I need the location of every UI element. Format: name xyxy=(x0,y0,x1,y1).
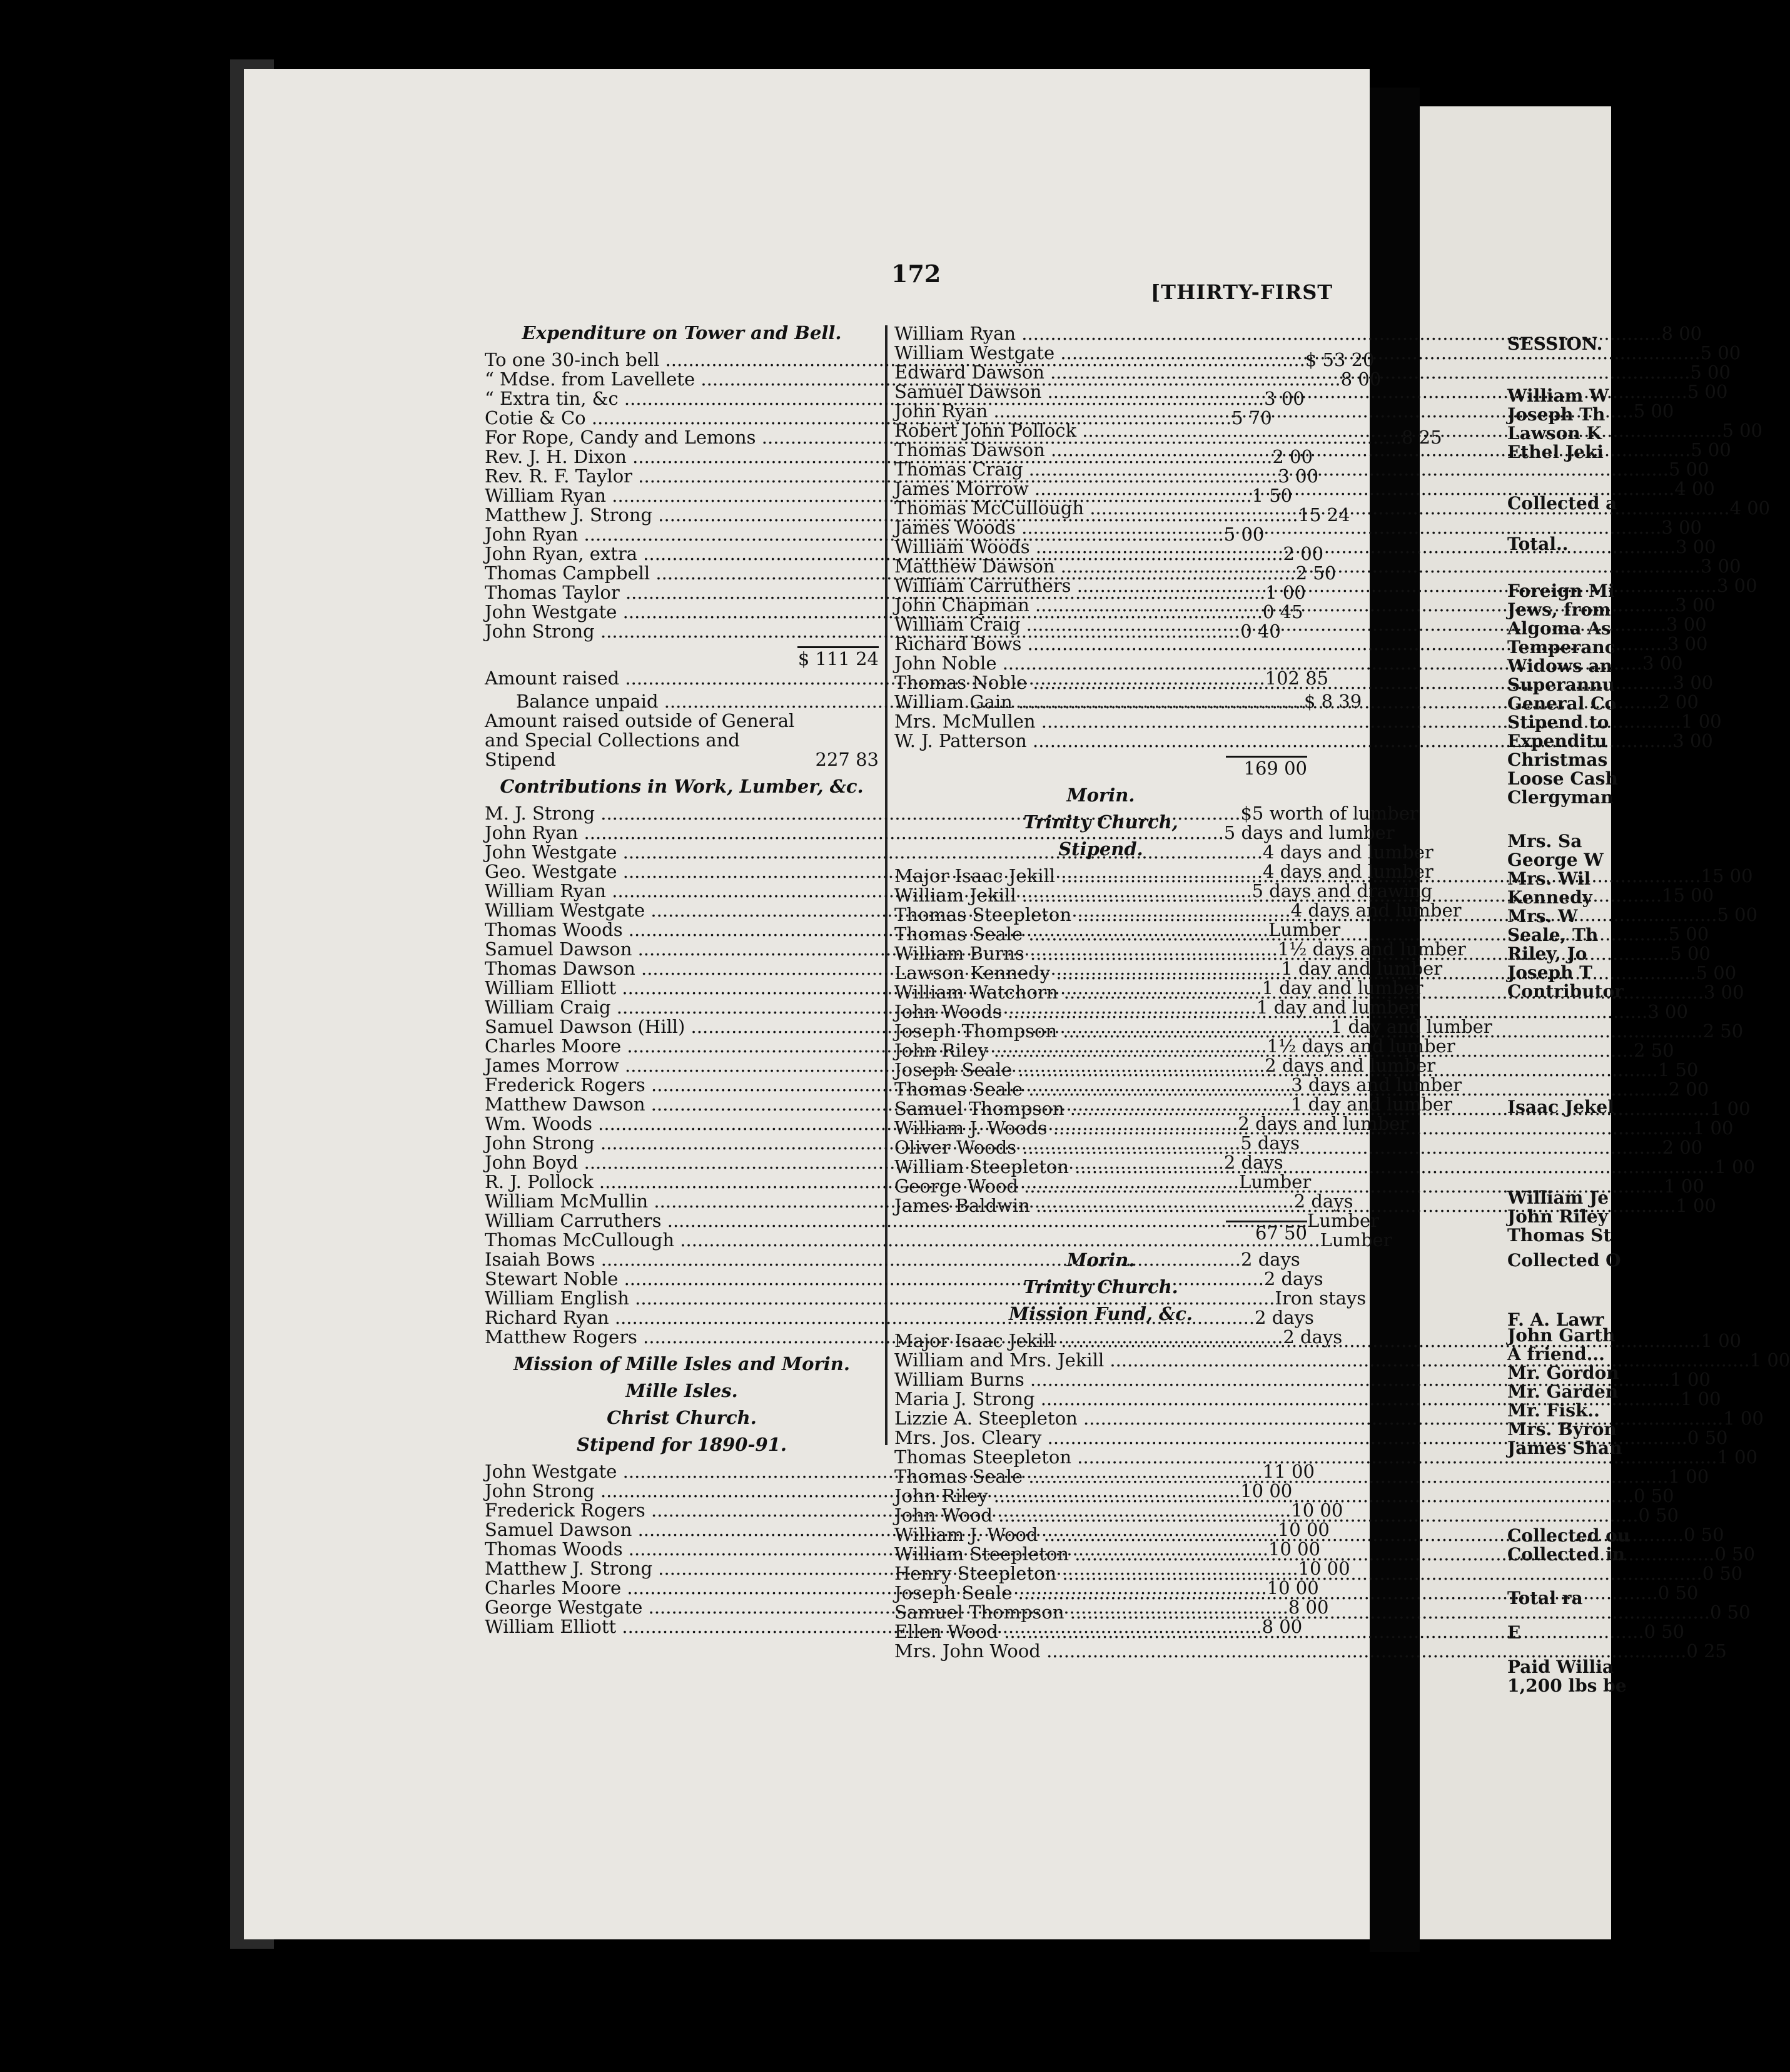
entry-amount: 4 days and lumber xyxy=(1290,900,1462,921)
entry-name: Samuel Thompson ..... xyxy=(894,1603,1710,1622)
entry-amount: 3 00 xyxy=(1704,982,1744,1003)
entry-amount: 10 00 xyxy=(1240,1480,1293,1501)
entry-name: Thomas Noble ..... xyxy=(894,673,1673,693)
entry-amount: 2 days xyxy=(1255,1307,1314,1328)
entry-name: William Craig ..... xyxy=(894,615,1666,634)
entry-amount: 3 00 xyxy=(1676,536,1716,557)
entry-name: Charles Moore ..... xyxy=(485,1578,1267,1598)
entry-amount: 1 00 xyxy=(1701,1330,1742,1351)
entry-name: John Riley ..... xyxy=(894,1486,1634,1506)
facing-line: 1,200 lbs be xyxy=(1507,1675,1627,1696)
entry-name: “ Extra tin, &c ..... xyxy=(485,389,1264,409)
entry-name: James Baldwin ..... xyxy=(894,1196,1676,1216)
entry-name: John Noble ..... xyxy=(894,654,1642,673)
entry-name: William Steepleton ..... xyxy=(894,1545,1715,1564)
entry-amount: 3 00 xyxy=(1661,517,1702,538)
facing-line: Ethel Jeki xyxy=(1507,442,1604,462)
entry-name: William Watchorn ..... xyxy=(894,983,1704,1002)
entry-amount: 5 00 xyxy=(1670,943,1711,964)
entry-amount: $5 worth of lumber xyxy=(1240,803,1418,824)
facing-line: William W xyxy=(1507,385,1609,406)
amount-raised-value: 102 85 xyxy=(1265,668,1329,689)
entry-amount: 1 50 xyxy=(1251,485,1293,506)
entry-amount: 15 00 xyxy=(1662,885,1714,906)
entry-name: John Boyd ..... xyxy=(485,1153,1224,1172)
facing-line: Collected in xyxy=(1507,1544,1626,1565)
entry-name: Cotie & Co ..... xyxy=(485,409,1231,428)
stipend-heading: Stipend for 1890-91. xyxy=(577,1434,787,1455)
christ-heading: Christ Church. xyxy=(607,1407,757,1428)
entry-amount: 0 25 xyxy=(1686,1640,1727,1662)
entry-amount: 1 50 xyxy=(1657,1059,1699,1080)
fund-heading: Mission Fund, &c. xyxy=(1009,1303,1193,1324)
facing-line: Collected O xyxy=(1507,1250,1621,1271)
entry-amount: 2 days and lumber xyxy=(1265,1055,1436,1076)
entry-name: W. J. Patterson ..... xyxy=(894,731,1672,751)
entry-name: Lizzie A. Steepleton ..... xyxy=(894,1409,1723,1428)
entry-amount: Lumber xyxy=(1307,1210,1380,1231)
list-item xyxy=(894,1137,1703,1158)
entry-name: Joseph Seale ..... xyxy=(894,1060,1658,1080)
entry-amount: 3 00 xyxy=(1666,614,1707,635)
entry-name: William and Mrs. Jekill ..... xyxy=(894,1351,1750,1370)
facing-line: Riley, Jo xyxy=(1507,943,1587,964)
entry-name: John Strong ..... xyxy=(485,622,1240,641)
balance-label: Balance unpaid ..... xyxy=(485,692,1304,711)
outside-row xyxy=(485,711,879,769)
entry-name: Joseph Thompson ..... xyxy=(894,1022,1703,1041)
facing-line: Clergyman xyxy=(1507,787,1614,808)
entry-amount: 2 days xyxy=(1283,1326,1343,1348)
entry-amount: 5 00 xyxy=(1717,904,1758,925)
entry-amount: 3 days and lumber xyxy=(1291,1074,1462,1095)
entry-amount: 1 00 xyxy=(1710,1098,1751,1119)
entry-name: Thomas Taylor ..... xyxy=(485,583,1265,602)
entry-name: George Westgate ..... xyxy=(485,1598,1288,1617)
facing-line: Total ra xyxy=(1507,1588,1583,1608)
entry-amount: 3 00 xyxy=(1647,1001,1688,1022)
entry-amount: 3 00 xyxy=(1672,730,1713,751)
entry-amount: $ 53 20 xyxy=(1305,349,1375,370)
tower-total: $ 111 24 xyxy=(797,646,879,669)
entry-amount: 1 00 xyxy=(1676,1195,1716,1216)
entry-name: Charles Moore ..... xyxy=(485,1037,1267,1056)
facing-line: Christmas xyxy=(1507,749,1608,770)
entry-amount: 5 00 xyxy=(1223,524,1265,545)
entry-name: Frederick Rogers ..... xyxy=(485,1075,1291,1095)
entry-amount: 2 00 xyxy=(1272,446,1313,467)
entry-amount: 5 00 xyxy=(1669,459,1709,480)
entry-amount: 1 day and lumber xyxy=(1257,997,1418,1018)
entry-name: Mrs. John Wood ..... xyxy=(894,1642,1686,1661)
entry-amount: 2 00 xyxy=(1668,1079,1709,1100)
facing-line: Stipend to xyxy=(1507,712,1609,733)
entry-amount: 0 50 xyxy=(1657,1582,1699,1603)
entry-name: Matthew J. Strong ..... xyxy=(485,1559,1298,1578)
entry-amount: 5 00 xyxy=(1696,962,1737,983)
entry-name: William Woods ..... xyxy=(894,537,1676,557)
entry-amount: 4 00 xyxy=(1674,478,1715,499)
entry-name: Henry Steepleton ..... xyxy=(894,1564,1702,1583)
entry-name: For Rope, Candy and Lemons ..... xyxy=(485,428,1402,447)
entry-name: William Jekill ..... xyxy=(894,886,1662,905)
entry-name: Thomas Campbell ..... xyxy=(485,564,1296,583)
entry-name: Thomas Steepleton ..... xyxy=(894,905,1717,925)
entry-name: Samuel Dawson ..... xyxy=(894,382,1687,402)
facing-line: Superannu xyxy=(1507,674,1615,695)
entry-amount: 1 day and lumber xyxy=(1262,977,1423,998)
facing-line: F. A. Lawr xyxy=(1507,1309,1604,1330)
entry-amount: 2 days and lumber xyxy=(1238,1113,1409,1134)
entry-amount: 15 00 xyxy=(1701,865,1753,886)
entry-amount: 0 50 xyxy=(1714,1543,1756,1565)
facing-line: Joseph T xyxy=(1507,962,1593,983)
entry-name: William Elliott ..... xyxy=(485,1617,1262,1637)
entry-name: John Westgate ..... xyxy=(485,843,1263,862)
mission-heading: Mission of Mille Isles and Morin. xyxy=(513,1353,850,1374)
entry-amount: 0 50 xyxy=(1644,1621,1685,1642)
entry-name: Maria J. Strong ..... xyxy=(894,1389,1681,1409)
entry-amount: 3 00 xyxy=(1642,653,1683,674)
entry-name: James Woods ..... xyxy=(894,518,1661,537)
cont-total: 169 00 xyxy=(1226,756,1307,778)
entry-name: John Strong ..... xyxy=(485,1134,1240,1153)
list-item xyxy=(894,1176,1704,1197)
entry-name: Matthew J. Strong ..... xyxy=(485,505,1298,525)
facing-line: Contributor xyxy=(1507,981,1624,1002)
entry-amount: 5 70 xyxy=(1231,407,1272,429)
entry-amount: Lumber xyxy=(1320,1229,1392,1251)
facing-line: Isaac Jekel xyxy=(1507,1097,1614,1117)
entry-amount: 1 day and lumber xyxy=(1281,958,1443,979)
facing-line: Jews, from xyxy=(1507,599,1611,620)
entry-amount: 1 00 xyxy=(1664,1176,1704,1197)
entry-name: Samuel Dawson ..... xyxy=(485,1520,1278,1540)
entry-amount: 3 00 xyxy=(1675,594,1716,616)
entry-name: Matthew Dawson ..... xyxy=(894,557,1701,576)
entry-amount: 4 00 xyxy=(1729,497,1771,519)
entry-name: John Ryan, extra ..... xyxy=(485,544,1283,564)
entry-amount: 3 00 xyxy=(1672,672,1714,693)
list-item xyxy=(894,517,1702,538)
facing-line: Paid Willia xyxy=(1507,1657,1614,1677)
entry-name: Richard Bows ..... xyxy=(894,634,1667,654)
entry-amount: 0 50 xyxy=(1638,1505,1679,1526)
entry-amount: 2 days xyxy=(1263,1268,1323,1289)
entry-name: Lawson Kennedy ..... xyxy=(894,963,1696,983)
mille-heading: Mille Isles. xyxy=(625,1380,738,1401)
entry-name: Thomas Seale ..... xyxy=(894,1080,1669,1099)
entry-name: William Carruthers ..... xyxy=(894,576,1717,596)
entry-name: Thomas Seale ..... xyxy=(894,925,1669,944)
facing-line: Mr. Garden xyxy=(1507,1381,1619,1402)
entry-name: Joseph Seale ..... xyxy=(894,1583,1658,1603)
entry-amount: 5 00 xyxy=(1691,439,1731,460)
entry-amount: 3 00 xyxy=(1278,465,1319,487)
entry-name: William Burns ..... xyxy=(894,944,1670,963)
entry-name: Thomas Woods ..... xyxy=(485,920,1268,940)
entry-name: William Ryan ..... xyxy=(485,486,1252,505)
work-heading: Contributions in Work, Lumber, &c. xyxy=(500,776,864,797)
entry-name: John Riley ..... xyxy=(894,1041,1634,1060)
entry-amount: 5 00 xyxy=(1633,400,1674,422)
entry-amount: 0 40 xyxy=(1240,621,1281,642)
entry-name: Thomas McCullough ..... xyxy=(894,499,1730,518)
facing-line: Algoma As xyxy=(1507,618,1611,639)
entry-name: John Ryan ..... xyxy=(485,525,1224,544)
entry-name: William Elliott ..... xyxy=(485,978,1262,998)
entry-name: William J. Woods ..... xyxy=(894,1119,1693,1138)
entry-name: William Carruthers ..... xyxy=(485,1211,1307,1231)
entry-name: Samuel Thompson ..... xyxy=(894,1099,1710,1119)
outside-label: Amount raised outside of General and Special Collections and Stipend xyxy=(485,710,795,770)
facing-line: William Je xyxy=(1507,1187,1609,1208)
list-item xyxy=(894,478,1715,499)
facing-line: John Riley xyxy=(1507,1206,1609,1227)
entry-amount: 1½ days and lumber xyxy=(1267,1035,1455,1057)
entry-amount: 1 00 xyxy=(1714,1156,1756,1177)
entry-amount: 2 00 xyxy=(1658,691,1699,713)
entry-name: Mrs. McMullen ..... xyxy=(894,712,1681,731)
entry-amount: 15 24 xyxy=(1298,504,1350,526)
entry-amount: 3 00 xyxy=(1264,388,1305,409)
entry-amount: 1 00 xyxy=(1680,1388,1721,1409)
facing-line: Mr. Fisk.. xyxy=(1507,1400,1600,1421)
entry-name: Edward Dawson ..... xyxy=(894,363,1690,382)
entry-amount: 0 45 xyxy=(1262,601,1303,622)
entry-amount: 11 00 xyxy=(1262,1461,1315,1482)
entry-name: Matthew Rogers ..... xyxy=(485,1328,1283,1347)
entry-name: John Wood ..... xyxy=(894,1506,1638,1525)
entry-name: Thomas Dawson ..... xyxy=(485,959,1281,978)
entry-name: John Westgate ..... xyxy=(485,602,1263,622)
entry-amount: 2 00 xyxy=(1283,543,1324,564)
entry-amount: 10 00 xyxy=(1291,1500,1343,1521)
entry-name: James Morrow ..... xyxy=(485,1056,1265,1075)
entry-amount: 1 00 xyxy=(1692,1117,1734,1139)
entry-amount: 2 50 xyxy=(1295,562,1337,584)
entry-amount: 1 00 xyxy=(1717,1446,1758,1468)
morin-heading: Morin. xyxy=(1066,785,1135,806)
facing-line: Mrs. Wil xyxy=(1507,868,1591,889)
entry-name: Frederick Rogers ..... xyxy=(485,1501,1291,1520)
entry-name: William Gain ..... xyxy=(894,693,1658,712)
facing-line: General Co xyxy=(1507,693,1617,714)
entry-name: John Ryan ..... xyxy=(485,823,1224,843)
entry-name: James Morrow ..... xyxy=(894,479,1674,499)
entry-name: “ Mdse. from Lavellete ..... xyxy=(485,370,1341,389)
entry-name: George Wood ..... xyxy=(894,1177,1664,1196)
entry-amount: Iron stays xyxy=(1275,1287,1367,1309)
entry-name: William Steepleton ..... xyxy=(894,1157,1715,1177)
entry-amount: 1 00 xyxy=(1681,711,1722,732)
entry-amount: 1 day and lumber xyxy=(1291,1094,1452,1115)
entry-amount: 5 days and lumber xyxy=(1223,822,1395,843)
entry-name: Thomas Dawson ..... xyxy=(894,440,1691,460)
entry-name: Wm. Woods ..... xyxy=(485,1114,1238,1134)
entry-amount: 10 00 xyxy=(1268,1538,1321,1560)
entry-name: Thomas Woods ..... xyxy=(485,1540,1268,1559)
facing-line: Seale, Th xyxy=(1507,925,1599,945)
entry-name: William Westgate ..... xyxy=(485,901,1291,920)
entry-amount: 2 days xyxy=(1241,1249,1300,1270)
entry-amount: 3 00 xyxy=(1716,575,1757,596)
list-item xyxy=(894,1640,1727,1662)
facing-line: Collected ou xyxy=(1507,1525,1631,1546)
entry-amount: Lumber xyxy=(1268,919,1341,940)
list-item xyxy=(894,1485,1674,1506)
outside-value: 227 83 xyxy=(815,749,879,770)
entry-amount: 4 days and lumber xyxy=(1262,861,1434,882)
list-item xyxy=(894,1156,1756,1177)
entry-name: Geo. Westgate ..... xyxy=(485,862,1263,881)
entry-amount: 8 25 xyxy=(1402,427,1442,448)
entry-amount: 0 50 xyxy=(1634,1485,1674,1506)
entry-amount: 1 00 xyxy=(1668,1466,1709,1487)
entry-name: William Ryan ..... xyxy=(485,881,1252,901)
entry-amount: 5 00 xyxy=(1722,420,1763,441)
entry-amount: 2 00 xyxy=(1662,1137,1703,1158)
entry-name: Ellen Wood ..... xyxy=(894,1622,1644,1642)
trinity-heading: Trinity Church, xyxy=(1023,811,1178,833)
entry-name: John Strong ..... xyxy=(485,1481,1240,1501)
entry-amount: 0 50 xyxy=(1710,1602,1751,1623)
entry-name: R. J. Pollock ..... xyxy=(485,1172,1239,1192)
facing-line: Mr. Gordon xyxy=(1507,1363,1619,1383)
entry-name: Major Isaac Jekill ..... xyxy=(894,866,1701,886)
entry-name: William McMullin ..... xyxy=(485,1192,1294,1211)
page-number: 172 xyxy=(891,260,941,288)
facing-line: Mrs. Byron xyxy=(1507,1419,1617,1440)
entry-name: Oliver Woods ..... xyxy=(894,1138,1662,1157)
entry-amount: 3 00 xyxy=(1667,633,1708,654)
entry-amount: 1½ days and lumber xyxy=(1277,938,1466,960)
trinity2-heading: Trinity Church. xyxy=(1023,1276,1178,1298)
running-head: [THIRTY-FIRST xyxy=(1151,280,1333,304)
list-item xyxy=(894,1621,1685,1642)
entry-name: William English ..... xyxy=(485,1289,1275,1308)
morin-total: 67 50 xyxy=(1226,1221,1307,1243)
entry-name: Stewart Noble ..... xyxy=(485,1269,1264,1289)
facing-line: Kennedy xyxy=(1507,887,1592,908)
entry-name: William J. Wood ..... xyxy=(894,1525,1684,1545)
entry-name: To one 30-inch bell ..... xyxy=(485,350,1305,370)
entry-amount: 10 00 xyxy=(1277,1519,1330,1540)
facing-line: Collected a xyxy=(1507,493,1617,514)
entry-amount: 0 50 xyxy=(1702,1563,1743,1584)
entry-name: William Craig ..... xyxy=(485,998,1257,1017)
list-item xyxy=(894,1466,1709,1487)
entry-name: Rev. R. F. Taylor ..... xyxy=(485,467,1278,486)
entry-name: M. J. Strong ..... xyxy=(485,804,1240,823)
entry-amount: Lumber xyxy=(1239,1171,1312,1192)
facing-line: Mrs. W xyxy=(1507,906,1578,927)
entry-name: Thomas McCullough ..... xyxy=(485,1231,1320,1250)
entry-amount: 8 00 xyxy=(1288,1597,1329,1618)
facing-line: Expenditu xyxy=(1507,731,1607,751)
entry-name: Thomas Steepleton ..... xyxy=(894,1448,1717,1467)
entry-amount: 4 days and lumber xyxy=(1262,841,1434,863)
facing-line: Total.. xyxy=(1507,534,1569,554)
entry-name: Thomas Seale ..... xyxy=(894,1467,1669,1486)
entry-amount: 1 00 xyxy=(1723,1408,1764,1429)
entry-name: John Chapman ..... xyxy=(894,596,1675,615)
entry-amount: 0 50 xyxy=(1684,1524,1724,1545)
entry-name: Matthew Dawson ..... xyxy=(485,1095,1291,1114)
entry-amount: 3 00 xyxy=(1701,556,1741,577)
entry-name: Mrs. Jos. Cleary ..... xyxy=(894,1428,1687,1448)
balance-value: $ 8 39 xyxy=(1303,691,1362,712)
facing-line: Joseph Th xyxy=(1507,404,1605,425)
list-item xyxy=(485,1210,1380,1231)
entry-name: Robert John Pollock ..... xyxy=(894,421,1722,440)
facing-line: John Garth xyxy=(1507,1325,1616,1346)
entry-amount: 1 00 xyxy=(1670,1369,1711,1390)
entry-amount: 2 days xyxy=(1223,1152,1283,1173)
entry-name: Rev. J. H. Dixon ..... xyxy=(485,447,1272,467)
facing-line: Thomas St xyxy=(1507,1225,1612,1246)
entry-amount: 10 00 xyxy=(1267,1577,1319,1598)
entry-name: Samuel Dawson (Hill) ..... xyxy=(485,1017,1331,1037)
facing-line: Loose Cash xyxy=(1507,768,1618,789)
entry-amount: 8 00 xyxy=(1661,323,1702,344)
entry-amount: 10 00 xyxy=(1298,1558,1350,1579)
entry-name: Major Isaac Jekill ..... xyxy=(894,1331,1701,1351)
entry-amount: 8 00 xyxy=(1262,1616,1303,1637)
entry-name: John Woods ..... xyxy=(894,1002,1647,1022)
facing-line: George W xyxy=(1507,850,1604,870)
entry-amount: 1 00 xyxy=(1749,1349,1790,1371)
entry-amount: 5 00 xyxy=(1687,381,1728,402)
facing-line: James Shan xyxy=(1507,1438,1622,1458)
entry-amount: 5 00 xyxy=(1668,923,1709,945)
entry-amount: 2 50 xyxy=(1634,1040,1674,1061)
entry-name: Thomas Craig ..... xyxy=(894,460,1669,479)
amount-raised-label: Amount raised ..... xyxy=(485,669,1265,688)
entry-name: Samuel Dawson ..... xyxy=(485,940,1278,959)
facing-line: Temperanc xyxy=(1507,637,1616,658)
entry-name: Richard Ryan ..... xyxy=(485,1308,1255,1328)
entry-amount: 5 00 xyxy=(1700,342,1741,363)
entry-name: Isaiah Bows ..... xyxy=(485,1250,1241,1269)
facing-line: SESSION. xyxy=(1507,333,1603,354)
tower-heading: Expenditure on Tower and Bell. xyxy=(522,322,842,343)
stipend-heading-right: Stipend. xyxy=(1058,838,1143,860)
entry-amount: 2 days xyxy=(1293,1191,1353,1212)
facing-line: Lawson K xyxy=(1507,423,1602,444)
entry-amount: 0 50 xyxy=(1687,1427,1728,1448)
entry-amount: 5 00 xyxy=(1690,362,1731,383)
entry-amount: 2 50 xyxy=(1702,1020,1744,1042)
entry-amount: 1 00 xyxy=(1265,582,1306,603)
entry-amount: 5 days and drawing xyxy=(1251,880,1433,901)
morin2-heading: Morin. xyxy=(1066,1249,1135,1271)
entry-amount: 5 days xyxy=(1240,1132,1300,1154)
entry-amount: 8 00 xyxy=(1340,368,1382,390)
facing-line: Foreign Mi xyxy=(1507,581,1615,601)
facing-line: A friend... xyxy=(1507,1344,1605,1364)
facing-line: Widows an xyxy=(1507,656,1612,676)
entry-amount: 1 day and lumber xyxy=(1330,1016,1492,1037)
facing-line: Mrs. Sa xyxy=(1507,831,1582,851)
entry-name: John Westgate ..... xyxy=(485,1462,1263,1481)
entry-name: William Burns ..... xyxy=(894,1370,1670,1389)
entry-name: William Westgate ..... xyxy=(894,343,1701,363)
entry-name: John Ryan ..... xyxy=(894,402,1634,421)
entry-name: William Ryan ..... xyxy=(894,324,1662,343)
facing-line: E xyxy=(1507,1622,1521,1643)
